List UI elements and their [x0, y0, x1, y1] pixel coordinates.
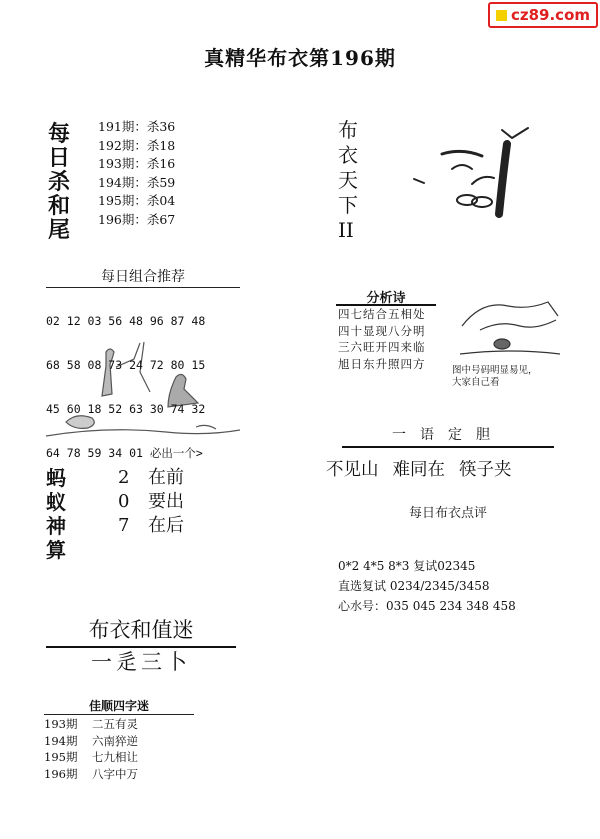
slogan: 一语定胆	[392, 427, 504, 443]
label-char: 布	[338, 118, 358, 142]
ant-text: 在前	[148, 467, 184, 488]
list-item: 194期：杀59	[98, 174, 176, 190]
label-char: 下	[338, 193, 358, 217]
combo-row: 68 58 08 73 24 72 80 15	[46, 357, 206, 372]
review-title: 每日布衣点评	[408, 506, 487, 521]
phrase-item: 难同在	[392, 460, 445, 480]
review-lines	[338, 556, 516, 616]
hint-line: 图中号码明显易见，	[452, 365, 538, 376]
ant-text: 在后	[148, 515, 184, 536]
list-item	[44, 733, 138, 750]
watermark-text: cz89.com	[510, 6, 591, 24]
label-char: 蚂	[46, 466, 66, 490]
list-item: 193期：杀16	[98, 156, 176, 171]
daily-kill-list	[98, 118, 175, 229]
riddle-text: 六南猝逆	[92, 733, 138, 748]
label-char: 衣	[338, 143, 358, 167]
combo-row: 02 12 03 56 48 96 87 48	[46, 314, 206, 329]
phrase-item: 筷子夹	[459, 460, 512, 480]
divider	[342, 446, 554, 448]
label-char: 尾	[48, 217, 71, 243]
review-line: 直选复试 0234/2345/3458	[338, 579, 490, 593]
poem-lines	[338, 306, 426, 372]
riddle-text: 二五有灵	[92, 717, 138, 731]
buyi-tianxia-title	[338, 118, 362, 243]
riddle-list	[44, 716, 138, 782]
poem-line: 旭日东升照四方	[338, 356, 426, 371]
list-item	[44, 766, 138, 783]
list-item: 192期：杀18	[98, 137, 176, 153]
ant-text: 要出	[148, 491, 184, 512]
label-char: 神	[46, 514, 66, 538]
page-title: 真精华布衣第196期	[204, 46, 396, 70]
combo-number-grid	[46, 285, 205, 475]
label-char: 蚁	[46, 490, 66, 514]
combo-row: 64 78 59 34 01 必出一个>	[46, 445, 203, 460]
poem-line: 四十显现八分明	[338, 323, 426, 338]
list-item: 191期：杀36	[98, 119, 176, 134]
watermark-logo	[488, 2, 598, 28]
divider	[44, 714, 194, 715]
riddle-title: 佳顺四字迷	[88, 699, 149, 713]
ant-god-rows	[118, 466, 184, 538]
riddle-period: 195期	[44, 750, 78, 764]
label-char: II	[338, 218, 354, 242]
riddle-text: 七九相让	[92, 750, 138, 764]
label-char: 杀	[48, 169, 71, 195]
daily-kill-label	[48, 122, 76, 242]
ant-number: 2	[118, 467, 130, 488]
riddle-text: 八字中万	[92, 766, 138, 781]
combo-row: 45 60 18 52 63 30 74 32	[46, 401, 206, 416]
poem-line: 四七结合五相处	[338, 307, 426, 321]
ant-row	[118, 514, 184, 538]
review-line: 0*2 4*5 8*3 复试02345	[338, 559, 476, 573]
hill-landscape-illustration	[460, 296, 560, 358]
list-item: 195期：杀04	[98, 193, 176, 208]
logo-square-icon	[496, 10, 507, 21]
review-line: 心水号：035 045 234 348 458	[338, 599, 516, 613]
ant-row	[118, 466, 184, 490]
hint-line: 大家自己看	[452, 377, 500, 388]
hezhi-value: 一辵三卜	[91, 650, 191, 674]
label-char: 日	[48, 145, 71, 171]
riddle-period: 196期	[44, 766, 78, 781]
list-item	[44, 716, 138, 733]
hezhi-title: 布衣和值迷	[46, 614, 236, 648]
phrase-item: 不见山	[326, 460, 379, 480]
label-char: 算	[46, 538, 66, 562]
ant-god-label	[46, 466, 72, 562]
riddle-period: 194期	[44, 733, 78, 748]
label-char: 每	[48, 121, 71, 147]
list-item: 196期：杀67	[98, 211, 176, 227]
label-char: 和	[48, 193, 71, 219]
ant-number: 0	[118, 491, 130, 512]
ant-number: 7	[118, 515, 130, 536]
riddle-period: 193期	[44, 717, 78, 731]
poem-title: 分析诗	[366, 291, 406, 306]
ant-row	[118, 490, 184, 514]
poem-line: 三六旺开四来临	[338, 340, 426, 354]
poem-hint	[452, 365, 572, 389]
brush-stroke-illustration	[412, 124, 542, 224]
combo-title: 每日组合推荐	[46, 266, 240, 288]
list-item	[44, 749, 138, 766]
phrase-row	[326, 456, 566, 481]
label-char: 天	[338, 168, 358, 192]
